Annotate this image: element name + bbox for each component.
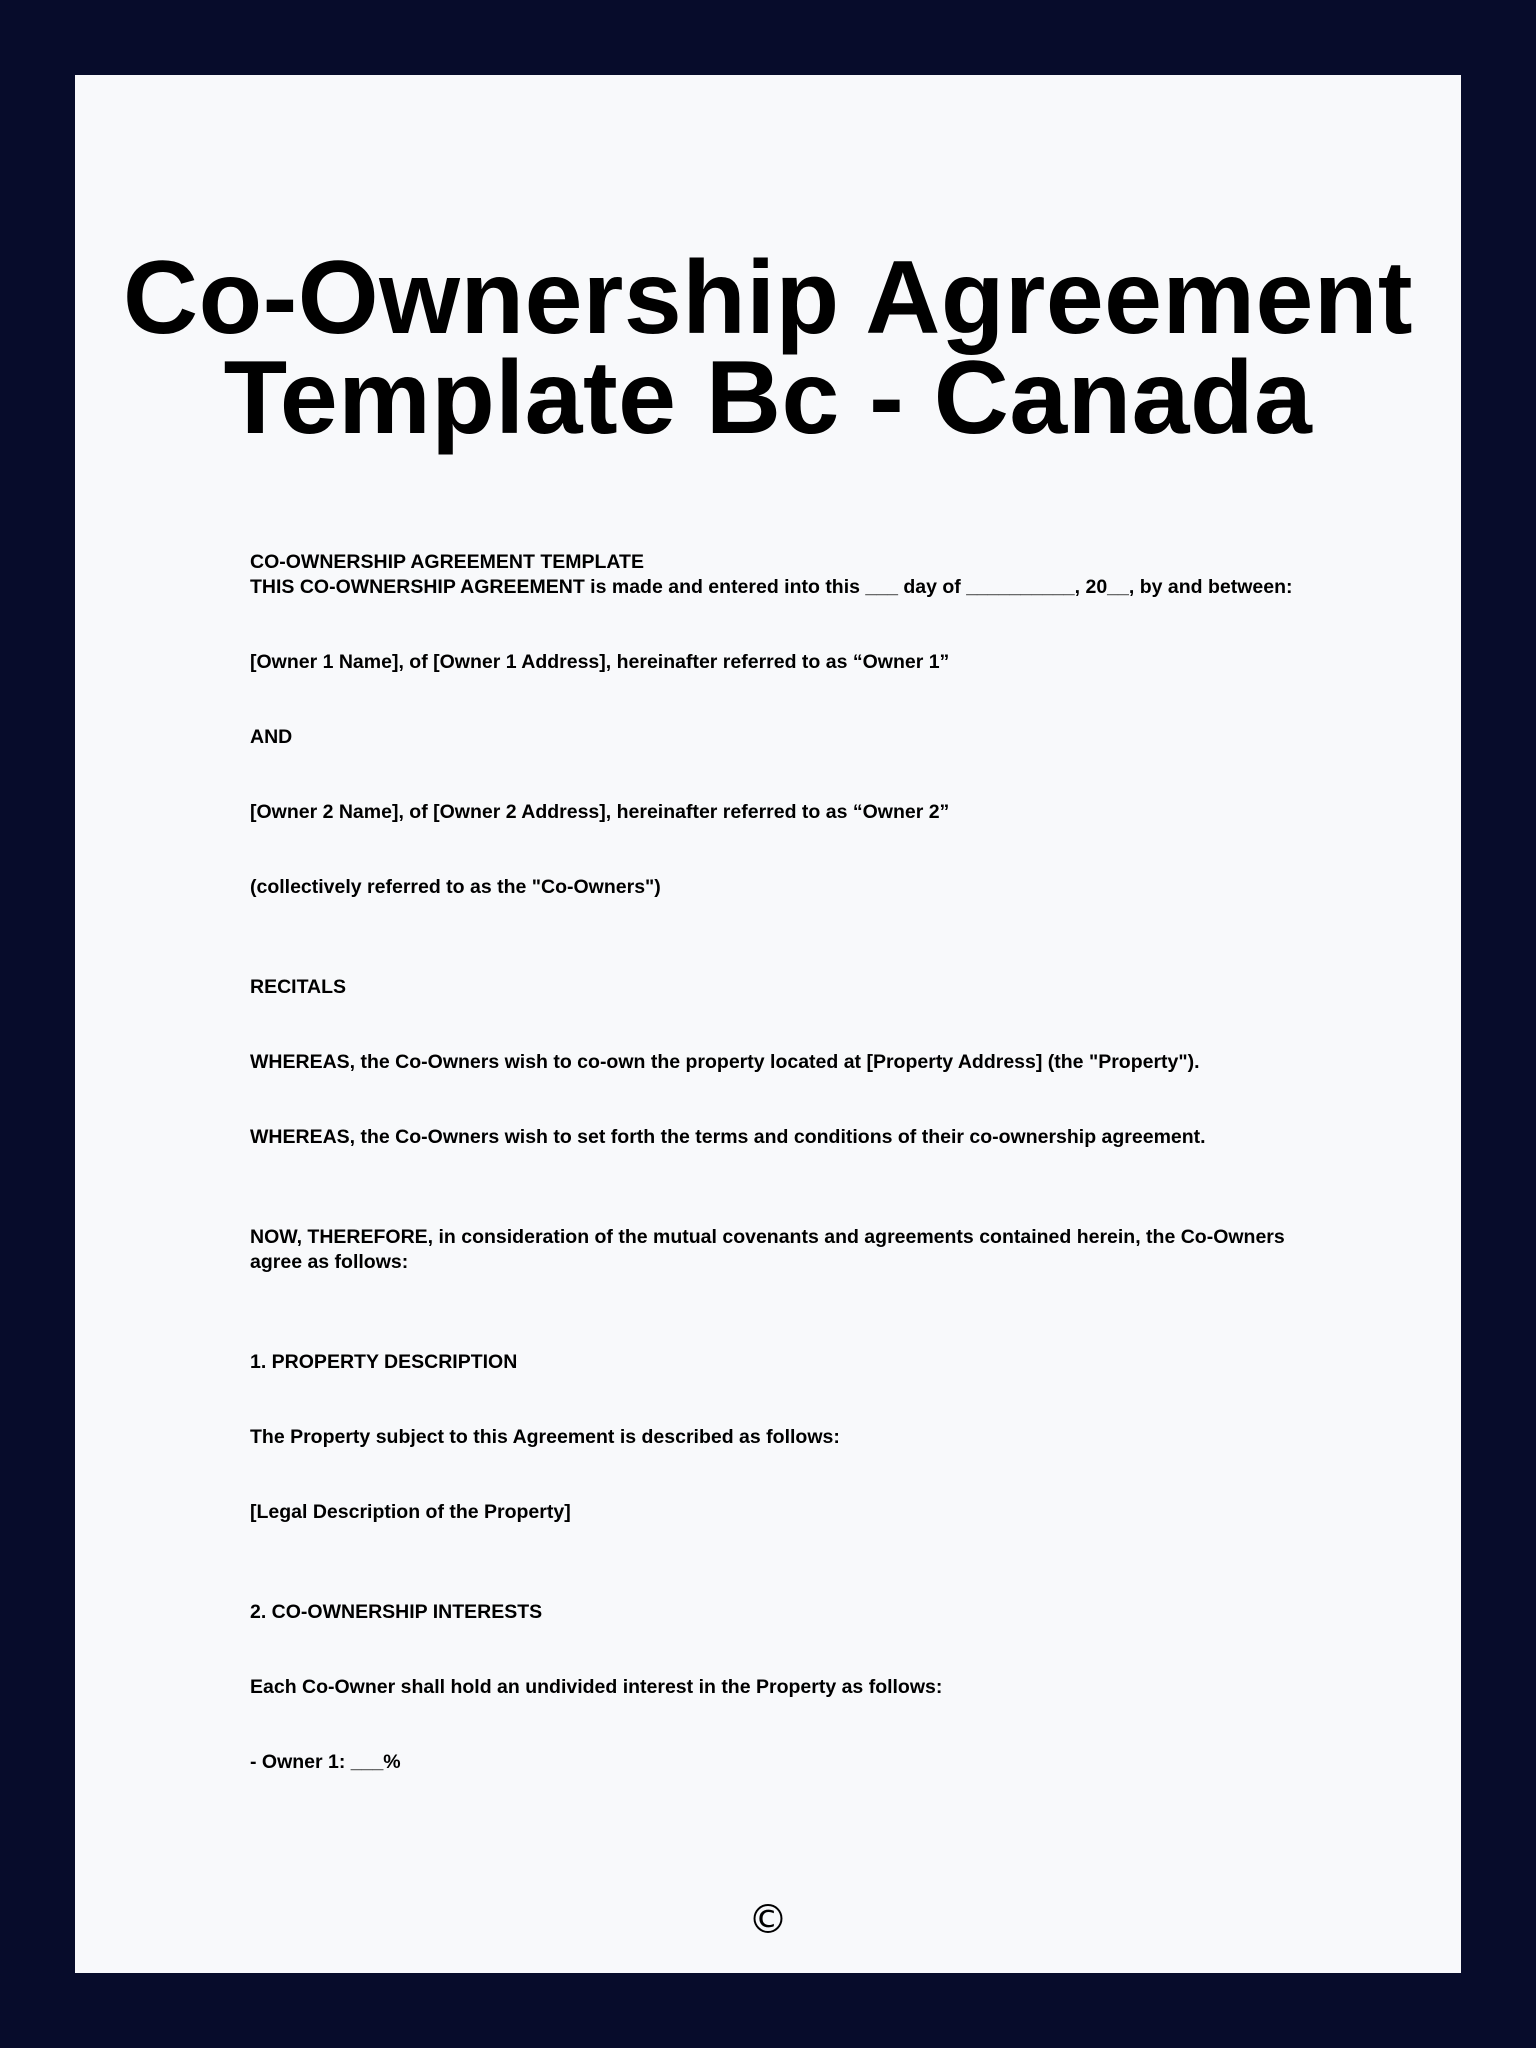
section-2-paragraph: Each Co-Owner shall hold an undivided interest in the Property as follows:	[250, 1676, 943, 1698]
owner-2-paragraph: [Owner 2 Name], of [Owner 2 Address], hereinafter referred to as “Owner 2”	[250, 801, 950, 823]
collective-paragraph: (collectively referred to as the "Co-Owners")	[250, 876, 661, 898]
title-line-2: Template Bc - Canada	[223, 340, 1313, 456]
title-line-1: Co-Ownership Agreement	[123, 240, 1413, 356]
section-2-heading: 2. CO-OWNERSHIP INTERESTS	[250, 1601, 543, 1623]
document-page	[75, 75, 1461, 1973]
copyright-icon: ©	[748, 1897, 788, 1943]
intro-paragraph: THIS CO-OWNERSHIP AGREEMENT is made and entered into this ___ day of __________, 20__, by and between:	[250, 576, 1293, 598]
whereas-paragraph-2: WHEREAS, the Co-Owners wish to set forth the terms and conditions of their co-ownership agreement.	[250, 1126, 1206, 1148]
section-1-paragraph: The Property subject to this Agreement is described as follows:	[250, 1426, 840, 1448]
whereas-paragraph-1: WHEREAS, the Co-Owners wish to co-own the property located at [Property Address] (the "Property").	[250, 1051, 1200, 1073]
document-body	[250, 550, 1310, 1775]
owner-1-share-item: - Owner 1: ___%	[250, 1751, 401, 1773]
recitals-heading: RECITALS	[250, 976, 347, 998]
template-heading: CO-OWNERSHIP AGREEMENT TEMPLATE	[250, 551, 644, 573]
legal-description-paragraph: [Legal Description of the Property]	[250, 1501, 571, 1523]
owner-1-paragraph: [Owner 1 Name], of [Owner 1 Address], hereinafter referred to as “Owner 1”	[250, 651, 950, 673]
and-paragraph: AND	[250, 726, 293, 748]
section-1-heading: 1. PROPERTY DESCRIPTION	[250, 1351, 518, 1373]
therefore-paragraph: NOW, THEREFORE, in consideration of the mutual covenants and agreements contained herein, the Co-Owners agree as follows:	[250, 1226, 1285, 1273]
document-title	[75, 240, 1461, 456]
